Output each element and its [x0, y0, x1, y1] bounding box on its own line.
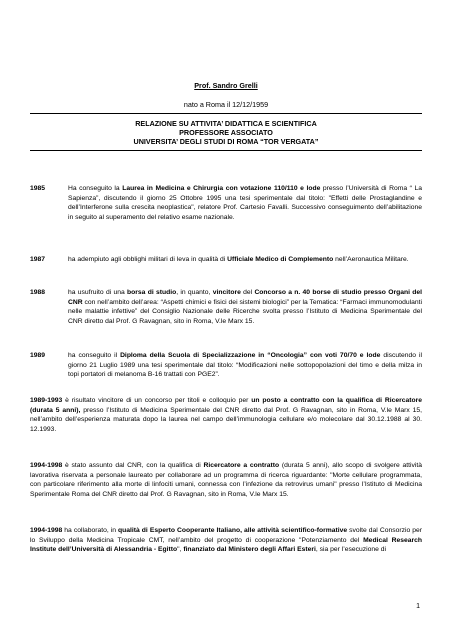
body-text: , sia per l’esecuzione di [315, 546, 387, 553]
entry-year: 1989 [30, 352, 46, 359]
entry-1985 [30, 184, 422, 222]
entry-year: 1987 [30, 256, 46, 263]
entry-text [68, 184, 422, 222]
bold-text: un posto a contratto con la qualifica di Ricercatore (durata 5 anni), [30, 397, 422, 414]
entry-year: 1985 [30, 185, 46, 192]
birth-info: nato a Roma il 12/12/1959 [183, 100, 269, 109]
body-text: ha usufruito di una [68, 289, 128, 296]
body-text: ha collaborato, in [62, 527, 119, 534]
body-text: è stato assunto dal CNR, con la qualifica di [62, 462, 204, 469]
body-text: ha conseguito il [68, 352, 121, 359]
body-text: discutendo il giorno 21 Luglio 1989 una tesi sperimentale dal titolo: “Modificazioni nelle sottopopolazioni del timo e della milza in topi portatori di melanoma B-16 trattati con PGE2”. [68, 352, 422, 378]
body-text: ha adempiuto agli obblighi militari di leva in qualità di [68, 256, 228, 263]
bold-text: Laurea in Medicina e Chirurgia con votazione 110/110 e lode [122, 185, 321, 192]
body-text: del [240, 289, 255, 296]
entry-text [68, 255, 422, 265]
body-text: svolte dal Consorzio per lo Sviluppo della Medicina Tropicale CMT, nell’ambito del progetto di cooperazione "Potenziamento del [30, 527, 422, 544]
entry-text [30, 526, 422, 555]
entry-text [30, 461, 422, 499]
entry-text [30, 396, 422, 434]
body-text: , in quanto, [176, 289, 213, 296]
entry-text [68, 351, 422, 380]
entry-1987 [30, 255, 422, 265]
entry-text [68, 288, 422, 326]
bold-text: finanziato dal Ministero degli Affari Esteri [183, 546, 316, 553]
entry-1989-1993 [30, 396, 422, 434]
author-name: Prof. Sandro Grelli [194, 81, 258, 90]
body-text: Ha conseguito la [68, 185, 123, 192]
bold-text: Concorso a n. 40 borse di studio presso Organi del CNR [68, 289, 422, 306]
entry-1994-1998-a [30, 461, 422, 499]
body-text: (durata 5 anni), allo scopo di svolgere attività lavorativa riservata a personale laureato per collaborare ad un programma di ricerca riguardante: "Morte cellulare programmata, con particolare riferimento alla morte di linfociti umani, connessa con l’infezione da retrovirus umani" presso l’Istituto di Medicina Sperimentale Roma del CNR diretto dal Prof. G Ravagnan, sito in Roma, V.le Marx 15. [30, 462, 422, 498]
title-line-2: PROFESSORE ASSOCIATO [179, 128, 273, 137]
bold-text: Ufficiale Medico di Complemento [227, 256, 334, 263]
entry-1988 [30, 288, 422, 326]
bold-text: Diploma della Scuola di Specializzazione in “Oncologia” con voti 70/70 e lode [120, 352, 381, 359]
bold-text: vincitore [212, 289, 241, 296]
entry-1994-1998-b [30, 526, 422, 555]
bold-text: qualità di Esperto Cooperante Italiano, alle attività scientifico-formative [118, 527, 348, 534]
body-text: ", [177, 546, 184, 553]
page-number: 1 [416, 603, 420, 610]
body-text: presso l’Istituto di Medicina Sperimentale del CNR diretto dal Prof. G Ravagnan, sito in Roma, V.le Marx 15, nell’ambito dell’esperienza maturata dopo la laurea nel campo dell’immunologia cellulare e/o molecolare dal 30.12.1988 al 30. 12.1993. [30, 406, 422, 433]
entry-year: 1989-1993 [30, 397, 63, 404]
entry-1989 [30, 351, 422, 380]
bold-text: Medical Research Institute dell’Università di Alessandria - Egitto [30, 536, 423, 553]
bold-text: Ricercatore a contratto [203, 462, 280, 469]
entry-year: 1994-1998 [30, 527, 63, 534]
top-rule [30, 113, 422, 114]
entry-year: 1988 [30, 289, 46, 296]
body-text: con nell’ambito dell’area: “Aspetti chimici e fisici dei sistemi biologici” per la Tematica: “Farmaci immunomodulanti nelle malattie infettive” del Consiglio Nazionale delle Ricerche svolta presso l’Istituto di Medicina Sperimentale del CNR diretto dal Prof. G Ravagnan, sito in Roma, V.le Marx 15. [68, 298, 423, 325]
title-line-3: UNIVERSITA’ DEGLI STUDI DI ROMA “TOR VERGATA” [133, 137, 319, 146]
body-text: presso l’Università di Roma “ La Sapienza”, discutendo il giorno 25 Ottobre 1995 una tesi sperimentale dal titolo: "Effetti delle Prostaglandine e dell’Interferone sulla crescita neoplastica", relatore Prof. Cartesio Favalli. Successivo conseguimento dell’abilitazione in seguito al superamento del relativo esame nazionale. [68, 185, 422, 221]
bold-text: borsa di studio [127, 289, 177, 296]
entry-year: 1994-1998 [30, 462, 63, 469]
title-line-1: RELAZIONE SU ATTIVITA’ DIDATTICA E SCIENTIFICA [135, 119, 317, 128]
report-title [30, 119, 422, 146]
bottom-rule [30, 150, 422, 151]
body-text: è risultato vincitore di un concorso per titoli e colloquio per [62, 397, 252, 404]
body-text: nell’Aeronautica Militare. [333, 256, 409, 263]
